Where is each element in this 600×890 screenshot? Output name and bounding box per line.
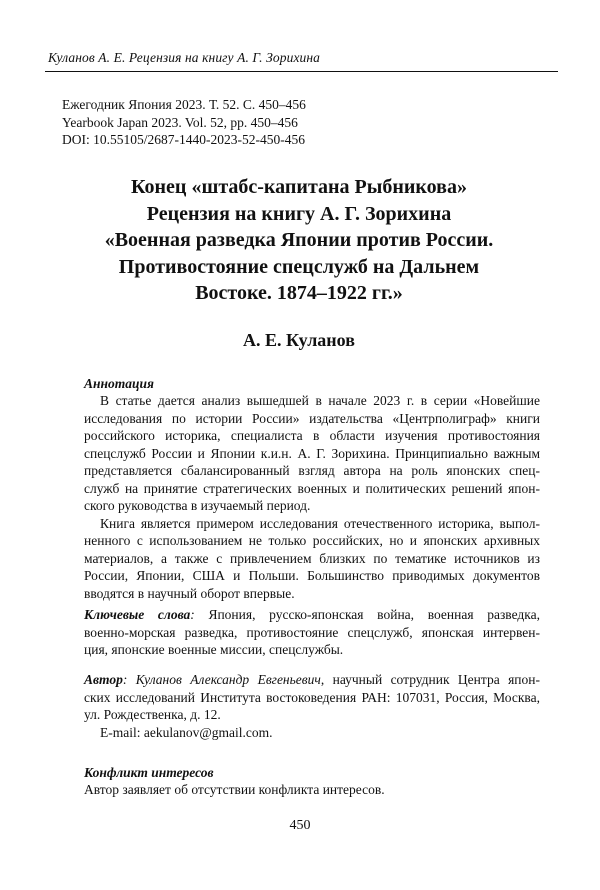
text-line: В статье дается анализ вышедшей в начале 2023 г. в серии «Новейшие: [100, 393, 540, 408]
author-name: Куланов Александр Евгеньевич: [127, 672, 321, 687]
text-line: представляется сбалансированный взгляд автора на роль японских спец-: [84, 463, 540, 478]
title-line: Противостояние спецслужб на Дальнем: [118, 255, 480, 278]
keywords-colon: :: [190, 607, 195, 622]
text-line: ция, японские военные миссии, спецслужбы.: [84, 642, 344, 657]
doi-line: DOI: 10.55105/2687-1440-2023-52-450-456: [62, 132, 305, 147]
text-line: России, Японии, США и Польши. Большинство приводимых документов: [84, 568, 540, 583]
header-rule: [45, 71, 558, 72]
text-line: исследования по истории России» издательства «Центрполиграф» книги: [84, 410, 540, 426]
abstract-paragraph-1: [84, 392, 540, 515]
title-line: Рецензия на книгу А. Г. Зорихина: [146, 202, 452, 225]
page-number: 450: [289, 818, 311, 833]
text-line: ул. Рождественка, д. 12.: [84, 707, 221, 722]
article-title: [60, 174, 538, 307]
author-affiliation: , научный сотрудник Центра япон-: [320, 672, 540, 687]
author-label: Автор: [84, 672, 123, 687]
text-line: ских исследований Института востоковедения РАН: 107031, Россия, Москва,: [84, 689, 540, 705]
text-line: служб на принятие стратегических военных и политических решений япон-: [84, 480, 540, 496]
citation-line-en: Yearbook Japan 2023. Vol. 52, pp. 450–456: [62, 114, 298, 130]
conflict-section: [84, 764, 540, 799]
text-line: спецслужб России и Японии к.и.н. А. Г. Зорихина. Принципиально важным: [84, 445, 540, 461]
author-email: E-mail: aekulanov@gmail.com.: [100, 724, 273, 740]
conflict-heading: Конфликт интересов: [84, 765, 214, 780]
author-info-section: [84, 671, 540, 741]
title-line: Востоке. 1874–1922 гг.»: [195, 282, 403, 304]
author-first-line: [84, 671, 540, 689]
text-line: Книга является примером исследования отечественного историка, выпол-: [100, 515, 540, 531]
citation-line-ru: Ежегодник Япония 2023. Т. 52. С. 450–456: [62, 97, 306, 112]
abstract-heading: Аннотация: [84, 376, 154, 391]
conflict-text: Автор заявляет об отсутствии конфликта интересов.: [84, 782, 385, 797]
running-head: Куланов А. Е. Рецензия на книгу А. Г. Зорихина: [48, 50, 321, 65]
abstract-section: [84, 375, 540, 602]
title-line: Конец «штабс-капитана Рыбникова»: [131, 176, 467, 198]
keywords-first-line: [84, 606, 540, 624]
text-line: военно-морская разведка, противостояние спецслужб, японская интервен-: [84, 624, 540, 640]
title-line: «Военная разведка Японии против России.: [104, 229, 494, 251]
text-line: российского историка, специалиста в области изучения противостояния: [84, 428, 540, 443]
citation-meta: [62, 96, 306, 149]
article-author: А. Е. Куланов: [243, 330, 355, 350]
keywords-text: Япония, русско-японская война, военная разведка,: [194, 607, 540, 622]
keywords-section: [84, 606, 540, 659]
abstract-paragraph-2: [84, 515, 540, 603]
text-line: материалов, а также с привлечением близких по тематике источников из: [84, 550, 540, 566]
keywords-label: Ключевые слова: [84, 607, 191, 622]
author-colon: :: [122, 672, 128, 687]
text-line: ского руководства в изучаемый период.: [84, 498, 311, 513]
text-line: ненного с использованием не только российских, но и японских архивных: [84, 533, 540, 548]
text-line: вводятся в научный оборот впервые.: [84, 585, 295, 601]
